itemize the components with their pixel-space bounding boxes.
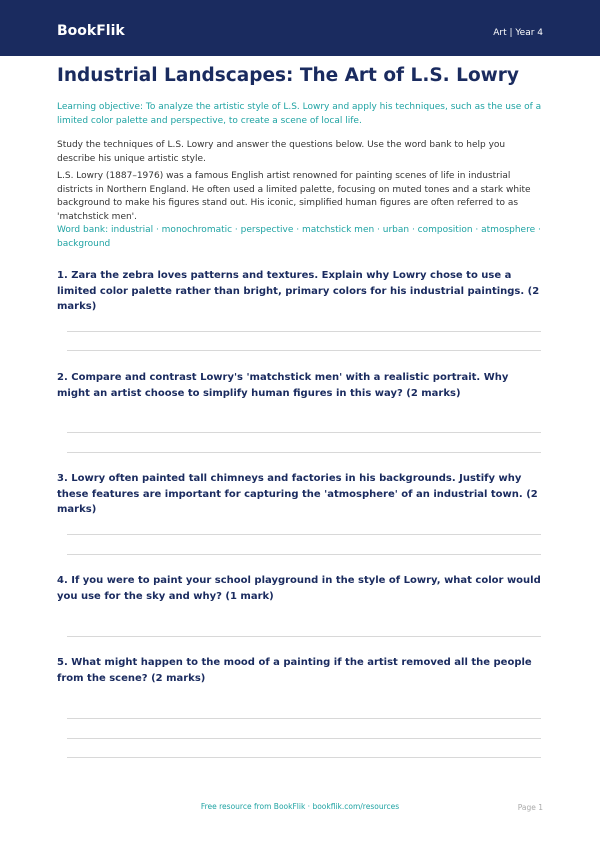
subject-year-label: Art | Year 4	[493, 28, 543, 38]
question-3: 3. Lowry often painted tall chimneys and factories in his backgrounds. Justify why these features are important for capturing the 'atmosphere' of an industrial town. (2 marks)	[57, 473, 538, 515]
word-bank: Word bank: industrial · monochromatic · perspective · matchstick men · urban · composition · atmosphere · background	[57, 225, 541, 249]
answer-line[interactable]	[67, 636, 541, 637]
page-number: Page 1	[517, 803, 543, 812]
answer-line[interactable]	[67, 350, 541, 351]
answer-line[interactable]	[67, 718, 541, 719]
footer-resource-link[interactable]: Free resource from BookFlik · bookflik.com/resources	[200, 802, 400, 811]
page-title: Industrial Landscapes: The Art of L.S. Lowry	[57, 65, 519, 86]
answer-line[interactable]	[67, 534, 541, 535]
answer-line[interactable]	[67, 331, 541, 332]
answer-line[interactable]	[67, 554, 541, 555]
learning-objective: Learning objective: To analyze the artistic style of L.S. Lowry and apply his techniques, such as the use of a limited color palette and perspective, to create a scene of local life.	[57, 102, 542, 126]
answer-line[interactable]	[67, 452, 541, 453]
artist-bio-text: L.S. Lowry (1887–1976) was a famous English artist renowned for painting scenes of life in industrial districts in Northern England. He often used a limited palette, focusing on muted tones and a stark white background to make his figures stand out. His iconic, simplified human figures are often referred to as 'matchstick men'.	[57, 171, 531, 222]
brand-logo[interactable]: BookFlik	[57, 23, 125, 39]
question-2: 2. Compare and contrast Lowry's 'matchstick men' with a realistic portrait. Why might an artist choose to simplify human figures in this way? (2 marks)	[57, 372, 509, 399]
answer-line[interactable]	[67, 432, 541, 433]
question-4: 4. If you were to paint your school playground in the style of Lowry, what color would you use for the sky and why? (1 mark)	[57, 575, 541, 602]
instructions-text: Study the techniques of L.S. Lowry and answer the questions below. Use the word bank to help you describe his unique artistic style.	[57, 140, 506, 164]
question-1: 1. Zara the zebra loves patterns and textures. Explain why Lowry chose to use a limited color palette rather than bright, primary colors for his industrial paintings. (2 marks)	[57, 270, 540, 312]
answer-line[interactable]	[67, 757, 541, 758]
header-bar	[0, 0, 600, 56]
question-5: 5. What might happen to the mood of a painting if the artist removed all the people from the scene? (2 marks)	[57, 657, 532, 684]
answer-line[interactable]	[67, 738, 541, 739]
